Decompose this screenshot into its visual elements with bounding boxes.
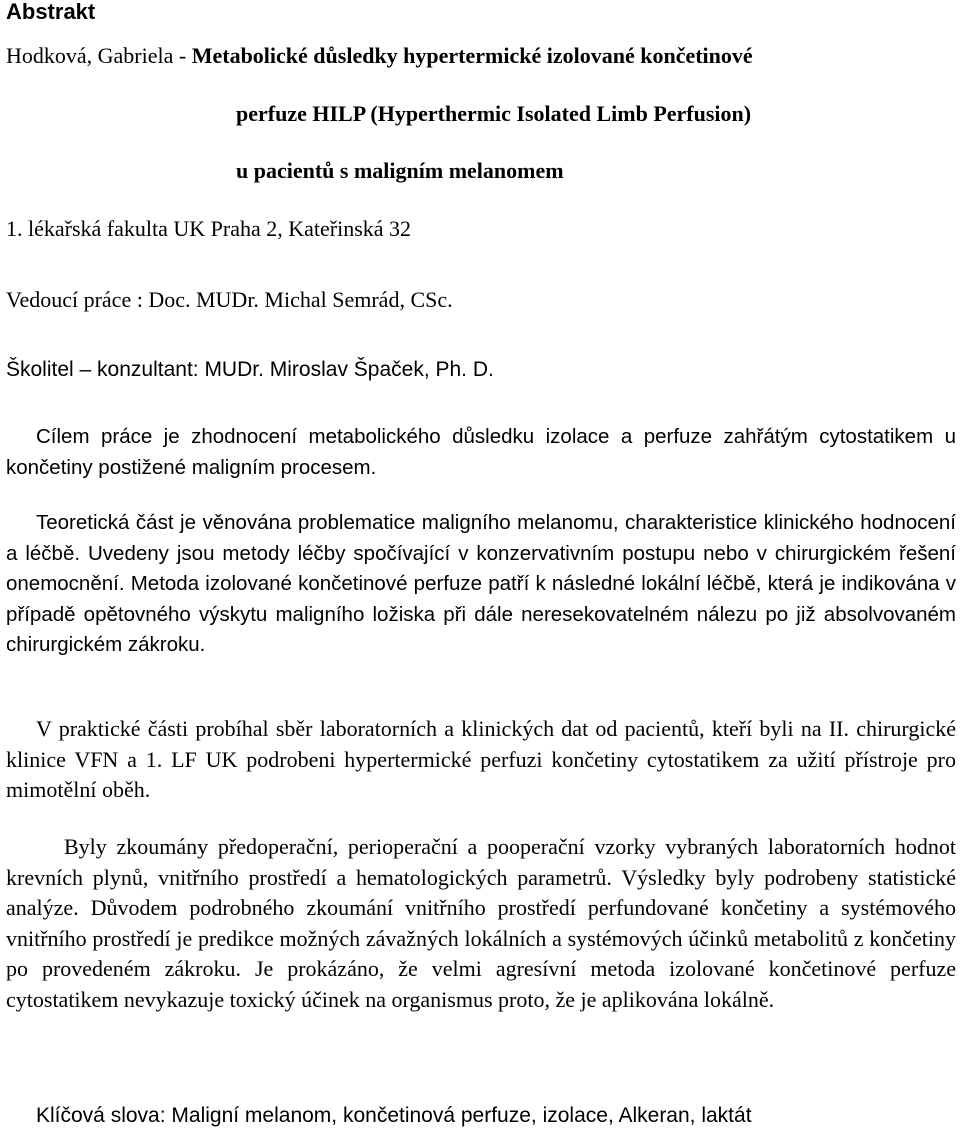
- paragraph-theory: Teoretická část je věnována problematice maligního melanomu, charakteristice klinického hodnocení a léčbě. Uvedeny jsou metody léčby spočívající v konzervativním postupu nebo v chirurgickém řešení onemocnění. Metoda izolované končetinové perfuze patří k následné lokální léčbě, která je indikována v případě opětovného výskytu maligního ložiska při dále neresekovatelném nálezu po již absolvovaném chirurgickém zákroku.: [6, 511, 956, 656]
- keywords: Klíčová slova: Maligní melanom, končetinová perfuze, izolace, Alkeran, laktát: [36, 1104, 752, 1127]
- author-title-line: [6, 42, 753, 70]
- thesis-title-line-1: Metabolické důsledky hypertermické izolované končetinové: [191, 43, 753, 68]
- paragraph-results: Byly zkoumány předoperační, perioperační a pooperační vzorky vybraných laboratorních hodnot krevních plynů, vnitřního prostředí a hematologických parametrů. Výsledky byly podrobeny statistické analýze. Důvodem podrobného zkoumání vnitřního prostředí perfundované končetiny a systémového vnitřního prostředí je predikce možných závažných lokálních a systémových účinků metabolitů z končetiny po provedeném zákroku. Je prokázáno, že velmi agresívní metoda izolované končetinové perfuze cytostatikem nevykazuje toxický účinek na organismus proto, že je aplikována lokálně.: [6, 834, 956, 1012]
- thesis-title-line-3: u pacientů s maligním melanomem: [236, 158, 564, 183]
- supervisor: Vedoucí práce : Doc. MUDr. Michal Semrád, CSc.: [6, 287, 453, 312]
- paragraph-aim: Cílem práce je zhodnocení metabolického důsledku izolace a perfuze zahřátým cytostatikem u končetiny postižené maligním procesem.: [6, 425, 956, 479]
- faculty-address: 1. lékařská fakulta UK Praha 2, Kateřinská 32: [6, 216, 412, 241]
- thesis-title-line-2: perfuze HILP (Hyperthermic Isolated Limb Perfusion): [236, 101, 752, 126]
- author-name: Hodková, Gabriela -: [6, 43, 192, 68]
- paragraph-practice: V praktické části probíhal sběr laboratorních a klinických dat od pacientů, kteří byli na II. chirurgické klinice VFN a 1. LF UK podrobeni hypertermické perfuzi končetiny cytostatikem za užití přístroje pro mimotělní oběh.: [6, 716, 956, 802]
- page-heading: Abstrakt: [6, 0, 96, 24]
- consultant: Školitel – konzultant: MUDr. Miroslav Špaček, Ph. D.: [6, 358, 494, 381]
